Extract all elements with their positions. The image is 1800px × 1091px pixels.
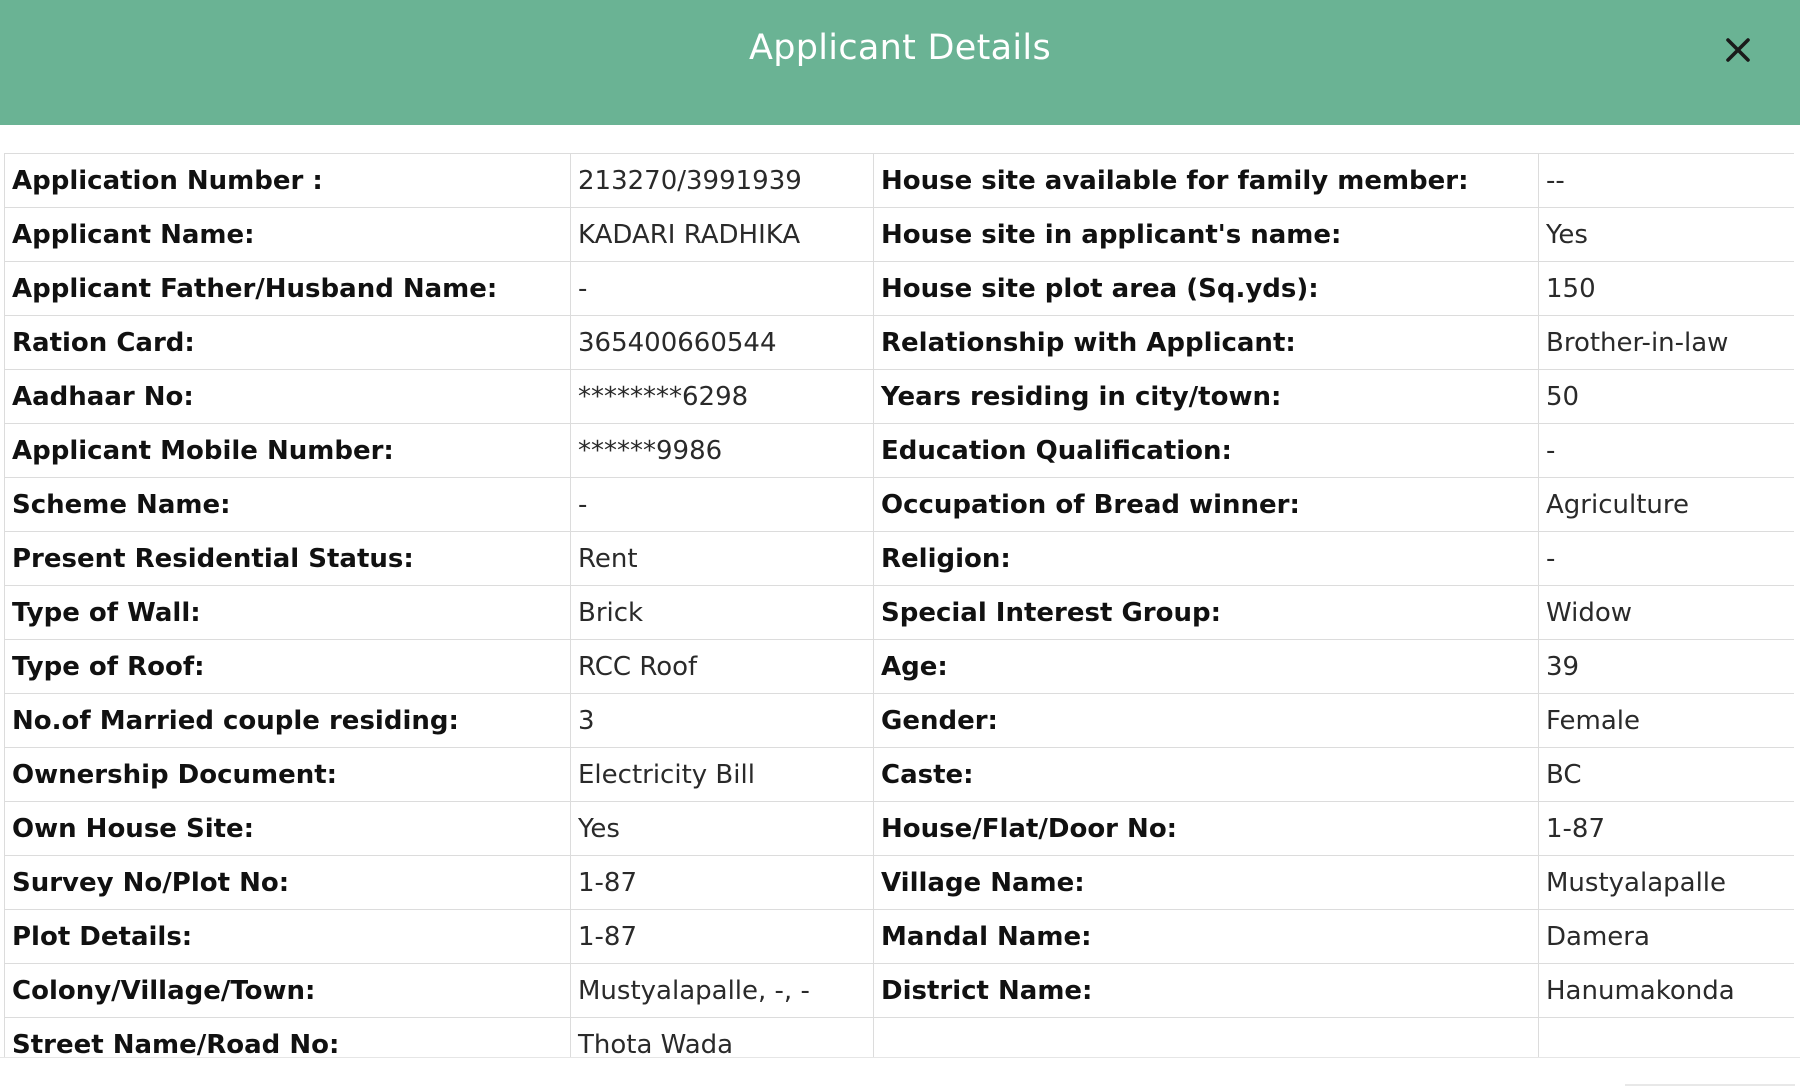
field-value: 213270/3991939 <box>571 154 874 208</box>
field-value: - <box>1539 424 1795 478</box>
field-label: Aadhaar No: <box>5 370 571 424</box>
field-label: Caste: <box>874 748 1539 802</box>
field-label: Years residing in city/town: <box>874 370 1539 424</box>
modal-footer-area <box>0 1057 1800 1091</box>
applicant-details-table <box>4 153 1794 1057</box>
field-value: Hanumakonda <box>1539 964 1795 1018</box>
field-label: Education Qualification: <box>874 424 1539 478</box>
field-label: Ownership Document: <box>5 748 571 802</box>
close-button[interactable] <box>1716 28 1760 72</box>
field-label: Type of Roof: <box>5 640 571 694</box>
table-row <box>5 910 1795 964</box>
field-label: House/Flat/Door No: <box>874 802 1539 856</box>
field-label: Applicant Father/Husband Name: <box>5 262 571 316</box>
field-value: Rent <box>571 532 874 586</box>
table-row <box>5 964 1795 1018</box>
table-row <box>5 694 1795 748</box>
table-row <box>5 370 1795 424</box>
field-label: Colony/Village/Town: <box>5 964 571 1018</box>
field-value: Mustyalapalle, -, - <box>571 964 874 1018</box>
field-label: Age: <box>874 640 1539 694</box>
horizontal-scrollbar[interactable] <box>1625 1084 1795 1086</box>
field-value <box>1539 1018 1795 1058</box>
field-label: House site available for family member: <box>874 154 1539 208</box>
table-row <box>5 154 1795 208</box>
field-label: Street Name/Road No: <box>5 1018 571 1058</box>
field-value: 1-87 <box>571 856 874 910</box>
table-row <box>5 532 1795 586</box>
table-row <box>5 586 1795 640</box>
field-value: Electricity Bill <box>571 748 874 802</box>
details-table-body <box>5 154 1795 1058</box>
table-row <box>5 748 1795 802</box>
field-value: Agriculture <box>1539 478 1795 532</box>
field-value: - <box>571 262 874 316</box>
field-label: Village Name: <box>874 856 1539 910</box>
close-icon <box>1725 37 1751 63</box>
field-value: Yes <box>571 802 874 856</box>
table-row <box>5 1018 1795 1058</box>
field-value: RCC Roof <box>571 640 874 694</box>
field-value: Thota Wada <box>571 1018 874 1058</box>
field-label: No.of Married couple residing: <box>5 694 571 748</box>
field-label: Gender: <box>874 694 1539 748</box>
field-value: KADARI RADHIKA <box>571 208 874 262</box>
field-value: -- <box>1539 154 1795 208</box>
field-label: Religion: <box>874 532 1539 586</box>
field-value: 39 <box>1539 640 1795 694</box>
field-label: Occupation of Bread winner: <box>874 478 1539 532</box>
details-table-container[interactable] <box>4 153 1794 1057</box>
field-label <box>874 1018 1539 1058</box>
modal-header <box>0 0 1800 125</box>
field-value: BC <box>1539 748 1795 802</box>
field-label: Ration Card: <box>5 316 571 370</box>
field-label: Application Number : <box>5 154 571 208</box>
field-label: Special Interest Group: <box>874 586 1539 640</box>
field-value: Brother-in-law <box>1539 316 1795 370</box>
field-label: Survey No/Plot No: <box>5 856 571 910</box>
table-row <box>5 478 1795 532</box>
field-label: Mandal Name: <box>874 910 1539 964</box>
field-label: Applicant Mobile Number: <box>5 424 571 478</box>
field-label: Relationship with Applicant: <box>874 316 1539 370</box>
field-value: Widow <box>1539 586 1795 640</box>
field-value: 1-87 <box>1539 802 1795 856</box>
modal-title: Applicant Details <box>749 28 1051 68</box>
field-value: ********6298 <box>571 370 874 424</box>
field-value: Brick <box>571 586 874 640</box>
field-label: Scheme Name: <box>5 478 571 532</box>
table-row <box>5 262 1795 316</box>
field-value: Female <box>1539 694 1795 748</box>
table-row <box>5 316 1795 370</box>
table-row <box>5 856 1795 910</box>
table-row <box>5 424 1795 478</box>
field-label: District Name: <box>874 964 1539 1018</box>
field-value: - <box>571 478 874 532</box>
field-label: Applicant Name: <box>5 208 571 262</box>
field-value: Mustyalapalle <box>1539 856 1795 910</box>
table-row <box>5 640 1795 694</box>
table-row <box>5 802 1795 856</box>
field-value: 50 <box>1539 370 1795 424</box>
field-value: 150 <box>1539 262 1795 316</box>
field-value: - <box>1539 532 1795 586</box>
field-value: Damera <box>1539 910 1795 964</box>
table-row <box>5 208 1795 262</box>
field-value: 365400660544 <box>571 316 874 370</box>
field-value: Yes <box>1539 208 1795 262</box>
field-label: House site in applicant's name: <box>874 208 1539 262</box>
field-label: Plot Details: <box>5 910 571 964</box>
field-value: 1-87 <box>571 910 874 964</box>
field-label: Type of Wall: <box>5 586 571 640</box>
field-value: 3 <box>571 694 874 748</box>
field-label: Own House Site: <box>5 802 571 856</box>
field-value: ******9986 <box>571 424 874 478</box>
field-label: Present Residential Status: <box>5 532 571 586</box>
field-label: House site plot area (Sq.yds): <box>874 262 1539 316</box>
